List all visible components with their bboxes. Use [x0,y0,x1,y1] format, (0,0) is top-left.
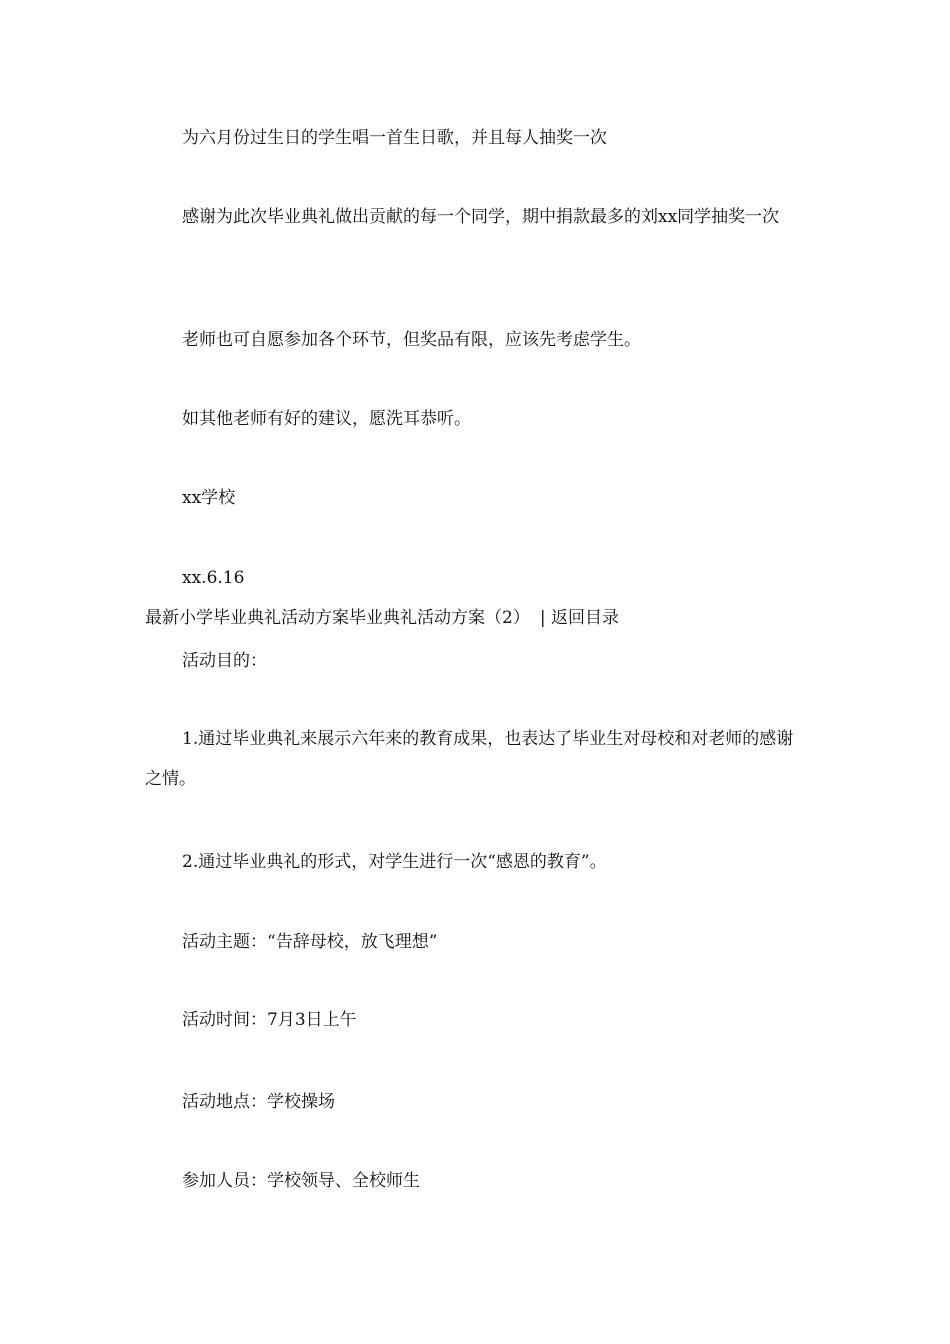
paragraph-thanks: 感谢为此次毕业典礼做出贡献的每一个同学，期中捐款最多的刘xx同学抽奖一次 [182,207,780,227]
purpose-item-1: 1.通过毕业典礼来展示六年来的教育成果，也表达了毕业生对母校和对老师的感谢之情。 [145,729,794,789]
activity-location: 活动地点：学校操场 [182,1092,335,1112]
section-heading [145,604,825,632]
signature-school: xx学校 [182,488,236,508]
paragraph-teachers: 老师也可自愿参加各个环节，但奖品有限，应该先考虑学生。 [182,330,641,350]
paragraph-birthday: 为六月份过生日的学生唱一首生日歌，并且每人抽奖一次 [182,128,607,148]
back-to-contents-link[interactable]: | 返回目录 [539,608,619,628]
paragraph-suggestions: 如其他老师有好的建议，愿洗耳恭听。 [182,409,471,429]
purpose-label: 活动目的： [182,651,267,671]
activity-theme: 活动主题：“告辞母校，放飞理想” [182,932,438,952]
section-title: 最新小学毕业典礼活动方案毕业典礼活动方案（2） [145,608,530,628]
signature-date: xx.6.16 [182,568,245,588]
activity-participants: 参加人员：学校领导、全校师生 [182,1171,420,1191]
activity-time: 活动时间：7月3日上午 [182,1010,357,1030]
purpose-item-2: 2.通过毕业典礼的形式，对学生进行一次“感恩的教育”。 [182,852,607,872]
